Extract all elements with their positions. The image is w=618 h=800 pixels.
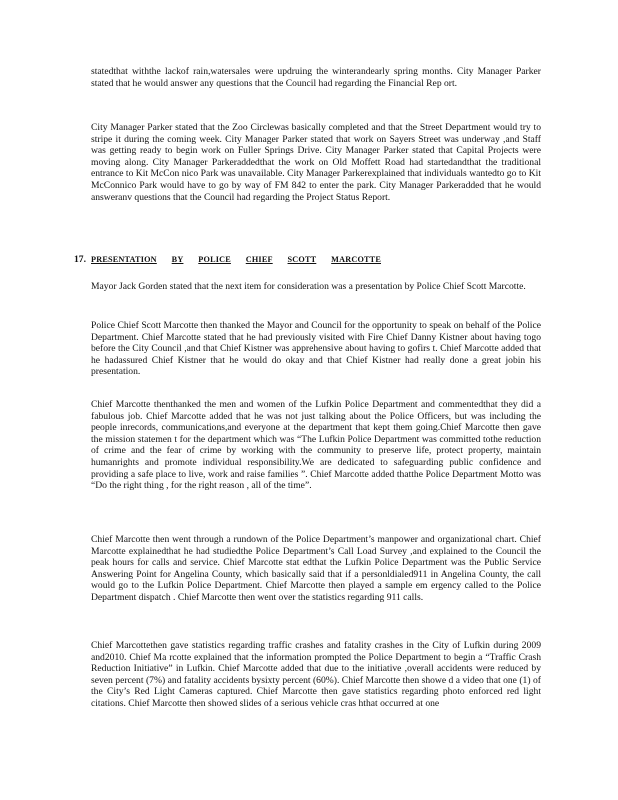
paragraph-traffic-statistics: Chief Marcottethen gave statistics regarding traffic crashes and fatality crashes in the City of Lufkin during 2009 and2010. Chief Ma rcotte explained that the information prompted the Police Department to begin a “Traffic Crash Reduction Initiative” in Lufkin. Chief Marcotte added that due to the initiative ,overall accidents were reduced by seven percent (7%) and fatality accidents bysixty percent (60%). Chief Marcotte then showe d a video that one (1) of the City’s Red Light Cameras captured. Chief Marcotte then gave statistics regarding photo enforced red light citations. Chief Marcotte then showed slides of a serious vehicle cras hthat occurred at one — [91, 640, 541, 709]
heading-word: PRESENTATION — [91, 255, 157, 264]
paragraph-project-status: City Manager Parker stated that the Zoo Circlewas basically completed and that the Street Department would try to stripe it during the coming week. City Manager Parker stated that work on Sayers Street was underway ,and Staff was getting ready to begin work on Fuller Springs Drive. City Manager Parker stated that Capital Projects were moving along. City Manager Parkeraddedthat the work on Old Moffett Road had startedandthat the traditional entrance to Kit McCon nico Park was unavailable. City Manager Parkerexplained that individuals wantedto go to Kit McConnico Park would have to go by way of FM 842 to enter the park. City Manager Parkeradded that he would answeranv questions that the Council had regarding the Project Status Report. — [91, 122, 541, 203]
paragraph-chief-thanks: Police Chief Scott Marcotte then thanked the Mayor and Council for the opportunity to speak on behalf of the Police Department. Chief Marcotte stated that he had previously visited with Fire Chief Danny Kistner about having togo before the City Council ,and that Chief Kistner was apprehensive about having to gofirs t. Chief Marcotte added that he hadassured Chief Kistner that he would do okay and that Chief Kistner had really done a great jobin his presentation. — [91, 320, 541, 378]
section-number: 17. — [74, 254, 86, 265]
heading-word: CHIEF — [245, 255, 273, 264]
heading-word: POLICE — [198, 255, 231, 264]
paragraph-mayor-intro: Mayor Jack Gorden stated that the next item for consideration was a presentation by Police Chief Scott Marcotte. — [91, 281, 526, 292]
section-heading — [91, 254, 381, 266]
paragraph-mission-statement: Chief Marcotte thenthanked the men and women of the Lufkin Police Department and commentedthat they did a fabulous job. Chief Marcotte added that he was not just talking about the Police Officers, but was including the people inrecords, communications,and everyone at the department that kept them going.Chief Marcotte then gave the mission statemen t for the department which was “The Lufkin Police Department was committed tothe reduction of crime and the fear of crime by working with the community to preserve life, protect property, maintain humanrights and promote individual responsibility.We are dedicated to safeguarding public confidence and providing a safe place to live, work and raise families ”. Chief Marcotte added thatthe Police Department Motto was “Do the right thing , for the right reason , all of the time”. — [91, 399, 541, 492]
heading-word: SCOTT — [287, 255, 317, 264]
paragraph-manpower-rundown: Chief Marcotte then went through a rundown of the Police Department’s manpower and organizational chart. Chief Marcotte explainedthat he had studiedthe Police Department’s Call Load Survey ,and explained to the Council the peak hours for calls and service. Chief Marcotte stat edthat the Lufkin Police Department was the Public Service Answering Point for Angelina County, which basically said that if a personldialed911 in Angelina County, the call would go to the Lufkin Police Department. Chief Marcotte then played a sample em ergency called to the Police Department dispatch . Chief Marcotte then went over the statistics regarding 911 calls. — [91, 534, 541, 603]
paragraph-financial-report: statedthat withthe lackof rain,watersales were updruing the winterandearly spring months. City Manager Parker stated that he would answer any questions that the Council had regarding the Financial Rep ort. — [91, 66, 541, 89]
heading-word: BY — [171, 255, 184, 264]
heading-word: MARCOTTE — [331, 255, 381, 264]
